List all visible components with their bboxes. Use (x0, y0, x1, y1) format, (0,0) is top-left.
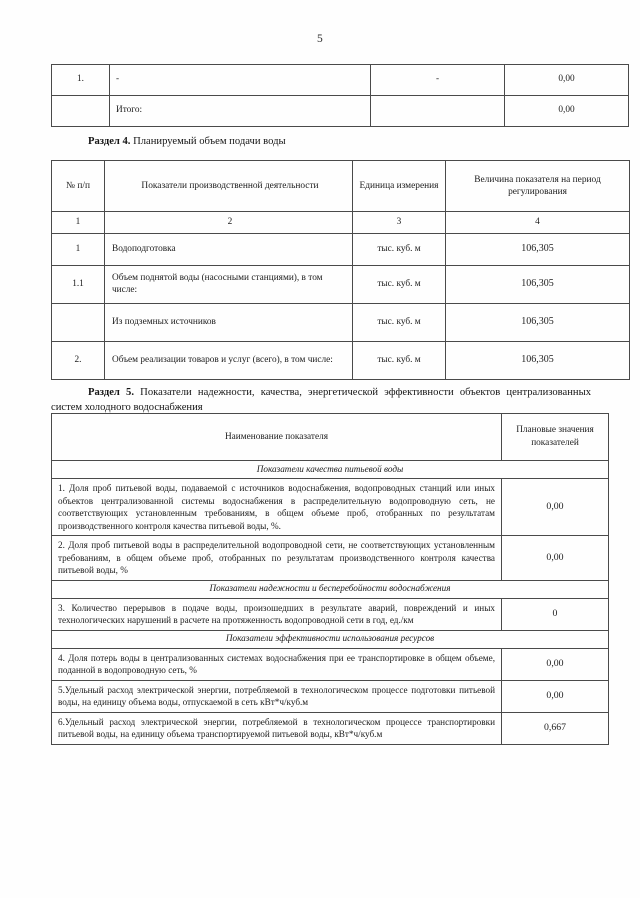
group-title: Показатели эффективности использования ресурсов (52, 630, 609, 648)
table-group-header (52, 461, 609, 479)
table-row (52, 598, 609, 630)
column-index-4: 4 (446, 212, 630, 234)
table-row (52, 680, 609, 712)
cell-number: 1 (52, 234, 105, 266)
column-index-2: 2 (105, 212, 353, 234)
table-continuation (51, 64, 629, 127)
table-row (52, 304, 630, 342)
cell-indicator-text: 1. Доля проб питьевой воды, подаваемой с источников водоснабжения, водопроводных станций или иных объектов централизованной системы водоснабжения в распределительную водопроводную сеть, не соответствующих установленным требованиям, в общем объеме проб, отобранных по результатам производственного контроля качества питьевой воды, %. (52, 479, 502, 536)
section-4-heading (88, 134, 588, 149)
header-planned-values: Плановые значения показателей (502, 414, 609, 461)
cell-value: 106,305 (446, 266, 630, 304)
table-row (52, 234, 630, 266)
table-row (52, 536, 609, 581)
table-section-4 (51, 160, 630, 380)
cell-name: Объем реализации товаров и услуг (всего), в том числе: (105, 342, 353, 380)
cell-value: 0,00 (505, 96, 629, 127)
cell-name: Итого: (110, 96, 371, 127)
group-title: Показатели качества питьевой воды (52, 461, 609, 479)
table-group-header (52, 630, 609, 648)
header-value: Величина показателя на период регулирования (446, 161, 630, 212)
cell-unit (371, 96, 505, 127)
cell-value: 0,00 (502, 479, 609, 536)
table-row (52, 342, 630, 380)
cell-value: 0,00 (502, 680, 609, 712)
cell-indicator-text: 4. Доля потерь воды в централизованных системах водоснабжения при ее транспортировке в общем объеме, поданной в водопроводную сеть, % (52, 648, 502, 680)
cell-name: Из подземных источников (105, 304, 353, 342)
cell-unit: тыс. куб. м (353, 304, 446, 342)
cell-value: 0,00 (502, 648, 609, 680)
cell-number: 2. (52, 342, 105, 380)
column-index-1: 1 (52, 212, 105, 234)
section-5-title: Показатели надежности, качества, энергетической эффективности объектов централизованных систем холодного водоснабжения (51, 387, 591, 414)
cell-number: 1. (52, 65, 110, 96)
cell-unit: тыс. куб. м (353, 266, 446, 304)
cell-unit: тыс. куб. м (353, 342, 446, 380)
section-5-label: Раздел 5. (88, 387, 134, 398)
section-4-title: Планируемый объем подачи воды (130, 136, 286, 147)
cell-number (52, 304, 105, 342)
cell-name: Водоподготовка (105, 234, 353, 266)
header-unit: Единица измерения (353, 161, 446, 212)
cell-value: 0,667 (502, 712, 609, 744)
table-row (52, 479, 609, 536)
section-4-label: Раздел 4. (88, 136, 131, 147)
table-group-header (52, 580, 609, 598)
table-row (52, 648, 609, 680)
table-column-numbers-row (52, 212, 630, 234)
cell-number: 1.1 (52, 266, 105, 304)
cell-value: 106,305 (446, 234, 630, 266)
table-row (52, 712, 609, 744)
cell-value: 0 (502, 598, 609, 630)
table-header-row (52, 161, 630, 212)
cell-indicator-text: 5.Удельный расход электрической энергии, потребляемой в технологическом процессе подготовки питьевой воды, на единицу объема воды, отпускаемой в сеть кВт*ч/куб.м (52, 680, 502, 712)
page-number: 5 (317, 33, 323, 45)
cell-indicator-text: 3. Количество перерывов в подаче воды, произошедших в результате аварий, повреждений и иных технологических нарушений в расчете на протяженность водопроводной сети в год, ед./км (52, 598, 502, 630)
cell-unit: - (371, 65, 505, 96)
cell-indicator-text: 2. Доля проб питьевой воды в распределительной водопроводной сети, не соответствующих установленным требованиям, в общем объеме проб, отобранных по результатам производственного контроля качества питьевой воды, % (52, 536, 502, 581)
cell-name: - (110, 65, 371, 96)
section-5-heading (51, 385, 591, 415)
cell-indicator-text: 6.Удельный расход электрической энергии, потребляемой в технологическом процессе транспортировки питьевой воды, на единицу объема транспортируемой питьевой воды, кВт*ч/куб.м (52, 712, 502, 744)
table-row (52, 65, 629, 96)
cell-value: 0,00 (505, 65, 629, 96)
table-row (52, 96, 629, 127)
cell-value: 106,305 (446, 304, 630, 342)
header-indicator-name: Наименование показателя (52, 414, 502, 461)
table-row (52, 266, 630, 304)
cell-value: 106,305 (446, 342, 630, 380)
cell-value: 0,00 (502, 536, 609, 581)
table-header-row (52, 414, 609, 461)
column-index-3: 3 (353, 212, 446, 234)
cell-unit: тыс. куб. м (353, 234, 446, 266)
header-number: № п/п (52, 161, 105, 212)
cell-name: Объем поднятой воды (насосными станциями), в том числе: (105, 266, 353, 304)
header-indicator: Показатели производственной деятельности (105, 161, 353, 212)
cell-number (52, 96, 110, 127)
table-section-5 (51, 413, 609, 745)
group-title: Показатели надежности и бесперебойности водоснабжения (52, 580, 609, 598)
